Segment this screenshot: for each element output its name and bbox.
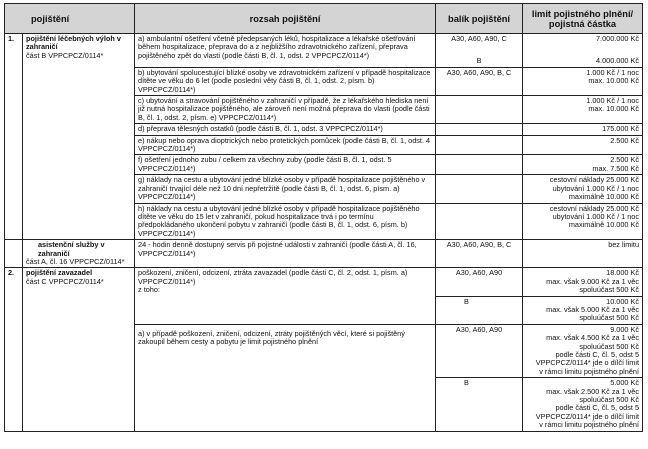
limit-line: 7.000.000 Kč [596, 34, 640, 43]
section-ref: část C VPPCPCZ/0114* [26, 276, 104, 286]
limit-line: spoluúčast 500 Kč [579, 313, 640, 323]
insurance-table [4, 3, 643, 432]
package-line [439, 205, 519, 213]
limit-cell [523, 135, 643, 155]
package-cell: B [436, 296, 523, 324]
limit-line: 2.500 Kč [610, 135, 640, 145]
limit-cell [523, 324, 643, 377]
package-cell [436, 175, 523, 203]
empty-cell [5, 240, 23, 268]
package-line [439, 156, 519, 164]
limit-cell [523, 296, 643, 324]
limit-line: max. však 5.000 Kč za 1 věc [546, 304, 640, 314]
scope-text: d) přeprava tělesných ostatků (podle části B, čl. 1, odst. 3 VPPCPCZ/0114*) [135, 124, 436, 135]
limit-line: spoluúčast 500 Kč [579, 341, 640, 351]
limit-cell [523, 203, 643, 240]
scope-text: c) ubytování a stravování pojištěného v zahraničí v případě, že z lékařského hlediska není již nutná hospitalizace pojištěného, ale zároveň není možná přeprava do vlasti (podle části B, čl. 1, odst. 2, písm. e) VPPCPCZ/0114*) [135, 96, 436, 124]
package-line [439, 125, 519, 133]
limit-line: 2.500 Kč [610, 155, 640, 165]
limit-cell [523, 268, 643, 296]
limit-line: max. však 2.500 Kč za 1 věc [546, 386, 640, 396]
package-cell: A30, A60, A90 [436, 324, 523, 377]
package-cell [436, 34, 523, 68]
package-cell: B [436, 378, 523, 431]
limit-line: maximálně 10.000 Kč [568, 220, 640, 230]
header-insurance: pojištění [5, 4, 135, 34]
package-line [439, 97, 519, 105]
package-cell [436, 67, 523, 95]
limit-line: podle části C, čl. 5, odst 5 [555, 350, 640, 359]
limit-line: cestovní náklady 25.000 Kč [549, 175, 640, 185]
scope-text [135, 268, 436, 324]
limit-line: ubytování 1.000 Kč / 1 noc [552, 211, 640, 221]
package-line [439, 176, 519, 184]
limit-cell [523, 155, 643, 175]
assistance-title: asistenční služby v zahraničí [38, 240, 105, 258]
scope-text: h) náklady na cestu a ubytování jedné blízké osoby v případě hospitalizace pojištěného dítěte ve věku do 15 let v zahraničí, pokud hospitalizace trvá i po termínu předpokládaného ukončení pobytu v zahraničí (podle části B, čl. 1, odst. 6, písm. b) VPPCPCZ/0114*) [135, 203, 436, 240]
table-row [5, 268, 643, 296]
limit-line: max. 10.000 Kč [588, 104, 640, 114]
limit-line: 10.000 Kč [606, 296, 640, 306]
assistance-title-cell [23, 240, 135, 268]
limit-cell [523, 67, 643, 95]
limit-line: 18.000 Kč [606, 268, 640, 278]
package-line [439, 165, 519, 173]
package-line: B [476, 56, 482, 66]
assistance-package: A30, A60, A90, B, C [436, 240, 523, 268]
limit-line: 1.000 Kč / 1 noc [586, 67, 640, 77]
assistance-limit: bez limitu [523, 240, 643, 268]
section-title: pojištění zavazadel [26, 268, 93, 278]
section-title-cell [23, 268, 135, 431]
package-line [439, 213, 519, 221]
limit-line: 9.000 Kč [610, 324, 640, 334]
scope-text: a) v případě poškození, zničení, odcizení, ztráty pojištěných věcí, které si pojištěný zakoupil během cesty a pobytu je limit pojistného plnění [135, 324, 436, 431]
scope-text: a) ambulantní ošetření včetně předepsaných léků, hospitalizace a lékařské ošetřování během hospitalizace, přeprava do a z nejbližšího zdravotnického zařízení, přeprava pojištěného zpět do vlasti (podle části B, čl. 1, odst. 2 VPPCPCZ/0114*) [135, 34, 436, 68]
scope-text: e) nákup nebo oprava dioptrických nebo protetických pomůcek (podle části B, čl. 1, odst. 4 VPPCPCZ/0114*) [135, 135, 436, 155]
limit-line: 175.000 Kč [602, 124, 640, 134]
package-cell [436, 135, 523, 155]
section-title-cell [23, 34, 135, 240]
section-title: pojištění léčebných výloh v zahraničí [26, 34, 121, 52]
limit-line: VPPCPCZ/0114* jde o dílčí limit [535, 358, 640, 368]
assistance-text: 24 - hodin denně dostupný servis při pojistné události v zahraničí (podle části A, čl. 16, VPPCPCZ/0114*) [135, 240, 436, 268]
package-cell [436, 155, 523, 175]
package-line: A30, A60, A90, C [451, 34, 507, 43]
header-package: balík pojištění [436, 4, 523, 34]
limit-line: 4.000.000 Kč [596, 56, 640, 66]
table-row [5, 34, 643, 68]
limit-line: cestovní náklady 25.000 Kč [549, 203, 640, 213]
limit-line: maximálně 10.000 Kč [568, 192, 640, 202]
scope-main: poškození, zničení, odcizení, ztráta zavazadel (podle části C, čl. 2, odst. 1, písm. a) VPPCPCZ/0114*) [138, 268, 408, 286]
limit-line: v rámci limitu pojistného plnění [539, 420, 640, 430]
limit-line: podle části C, čl. 5, odst 5 [555, 403, 640, 413]
package-cell [436, 96, 523, 124]
header-scope: rozsah pojištění [135, 4, 436, 34]
scope-text: b) ubytování spolucestující blízké osoby ve zdravotnickém zařízení v případě hospitalizace dítěte ve věku do 6 let (podle poslední věty části B, čl. 1, odst. 2, písm. b) VPPCPCZ/0114*) [135, 67, 436, 95]
section-ref: část B VPPCPCZ/0114* [26, 50, 104, 60]
package-cell: A30, A60, A90 [436, 268, 523, 296]
limit-line: ubytování 1.000 Kč / 1 noc [552, 183, 640, 193]
limit-line: VPPCPCZ/0114* jde o dílčí limit [535, 411, 640, 421]
limit-line: max. 10.000 Kč [588, 76, 640, 86]
package-line [439, 185, 519, 193]
limit-line: v rámci limitu pojistného plnění [539, 366, 640, 376]
limit-cell [523, 124, 643, 135]
package-cell [436, 124, 523, 135]
section-number: 1. [5, 34, 23, 240]
header-limit: limit pojistného plnění/ pojistná částka [523, 4, 643, 34]
scope-from: z toho: [138, 285, 160, 295]
limit-cell [523, 175, 643, 203]
section-number: 2. [5, 268, 23, 431]
limit-line: 5.000 Kč [610, 378, 640, 388]
limit-line: max. 7.500 Kč [592, 163, 640, 173]
scope-text: f) ošetření jednoho zubu / celkem za všechny zuby (podle části B, čl. 1, odst. 5 VPPCPCZ/0114*) [135, 155, 436, 175]
limit-line: max. však 9.000 Kč za 1 věc [546, 276, 640, 286]
package-line: A30, A60, A90, B, C [446, 67, 512, 77]
package-line [439, 137, 519, 145]
scope-text: g) náklady na cestu a ubytování jedné blízké osoby v případě hospitalizace pojištěného v zahraničí trvající déle než 10 dní nepřetržitě (podle části B, čl. 1, odst. 6, písm. a) VPPCPCZ/0114*) [135, 175, 436, 203]
limit-line: 1.000 Kč / 1 noc [586, 96, 640, 106]
limit-cell [523, 34, 643, 68]
package-line [439, 105, 519, 113]
limit-line: spoluúčast 500 Kč [579, 395, 640, 405]
assistance-ref: část A, čl. 16 VPPCPCZ/0114* [26, 256, 125, 266]
package-line [439, 221, 519, 229]
package-cell [436, 203, 523, 240]
limit-cell [523, 378, 643, 431]
limit-line: spoluúčast 500 Kč [579, 285, 640, 295]
package-line [439, 193, 519, 201]
limit-cell [523, 96, 643, 124]
header-row [5, 4, 643, 34]
package-line [439, 77, 519, 85]
limit-line: max. však 4.500 Kč za 1 věc [546, 333, 640, 343]
assistance-row [5, 240, 643, 268]
